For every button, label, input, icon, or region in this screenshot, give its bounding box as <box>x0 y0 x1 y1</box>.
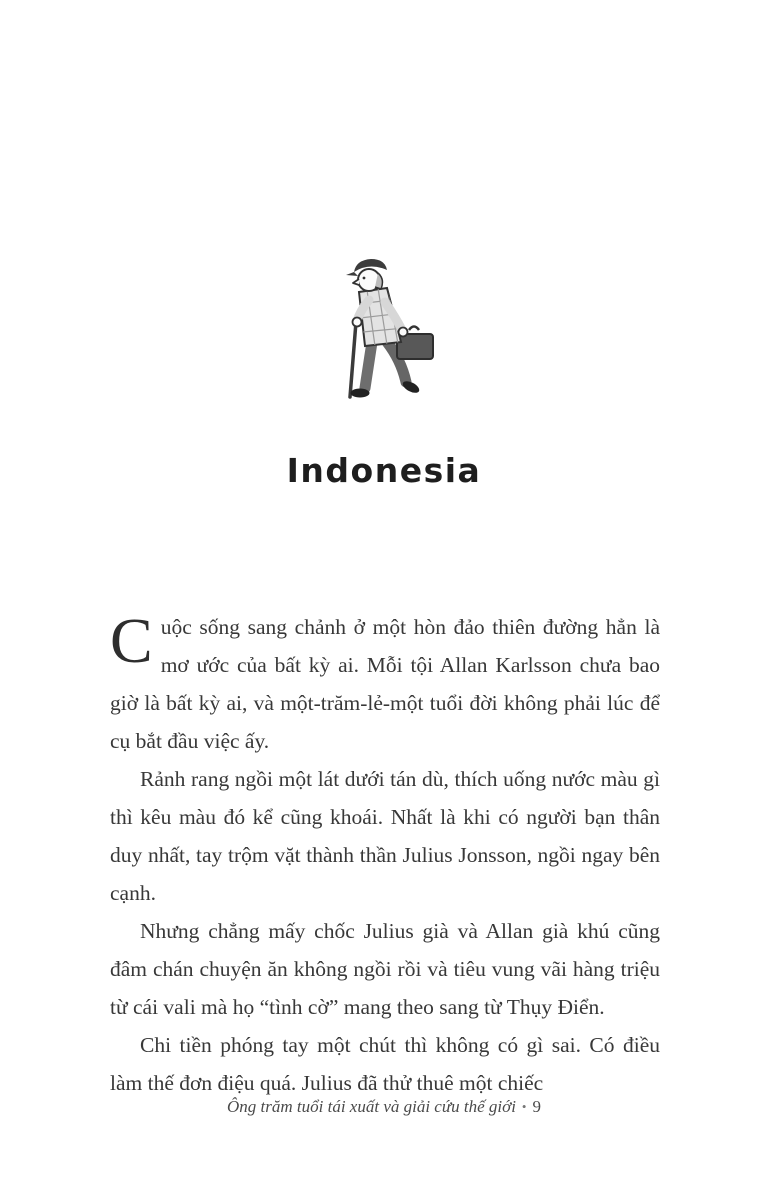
paragraph-4: Chi tiền phóng tay một chút thì không có gì sai. Có điều làm thế đơn điệu quá. Julius đã thử thuê một chiếc <box>110 1033 660 1095</box>
paragraph-2: Rảnh rang ngồi một lát dưới tán dù, thích uống nước màu gì thì kêu màu đó kể cũng khoái. Nhất là khi có người bạn thân duy nhất, tay trộm vặt thành thần Julius Jonsson, ngồi ngay bên cạnh. <box>110 767 660 905</box>
body-text <box>0 605 768 1102</box>
running-book-title: Ông trăm tuổi tái xuất và giải cứu thế giới <box>227 1097 516 1116</box>
chapter-illustration <box>0 250 768 425</box>
dropcap: C <box>110 605 153 676</box>
chapter-title: Indonesia <box>286 451 482 490</box>
footer-separator: • <box>521 1099 527 1114</box>
paragraph-3: Nhưng chẳng mấy chốc Julius già và Allan già khú cũng đâm chán chuyện ăn không ngồi rồi và tiêu vung vãi hàng triệu từ cái vali mà họ “tình cờ” mang theo sang từ Thụy Điển. <box>110 919 660 1019</box>
paragraph-1-text: uộc sống sang chảnh ở một hòn đảo thiên đường hẳn là mơ ước của bất kỳ ai. Mỗi tội Allan Karlsson chưa bao giờ là bất kỳ ai, và một-trăm-lẻ-một tuổi đời không phải lúc để cụ bắt đầu việc ấy. <box>110 615 660 753</box>
page-number: 9 <box>532 1097 541 1116</box>
page-footer <box>0 1097 768 1117</box>
paragraph-1 <box>110 605 660 760</box>
old-man-walking-icon <box>308 250 460 420</box>
